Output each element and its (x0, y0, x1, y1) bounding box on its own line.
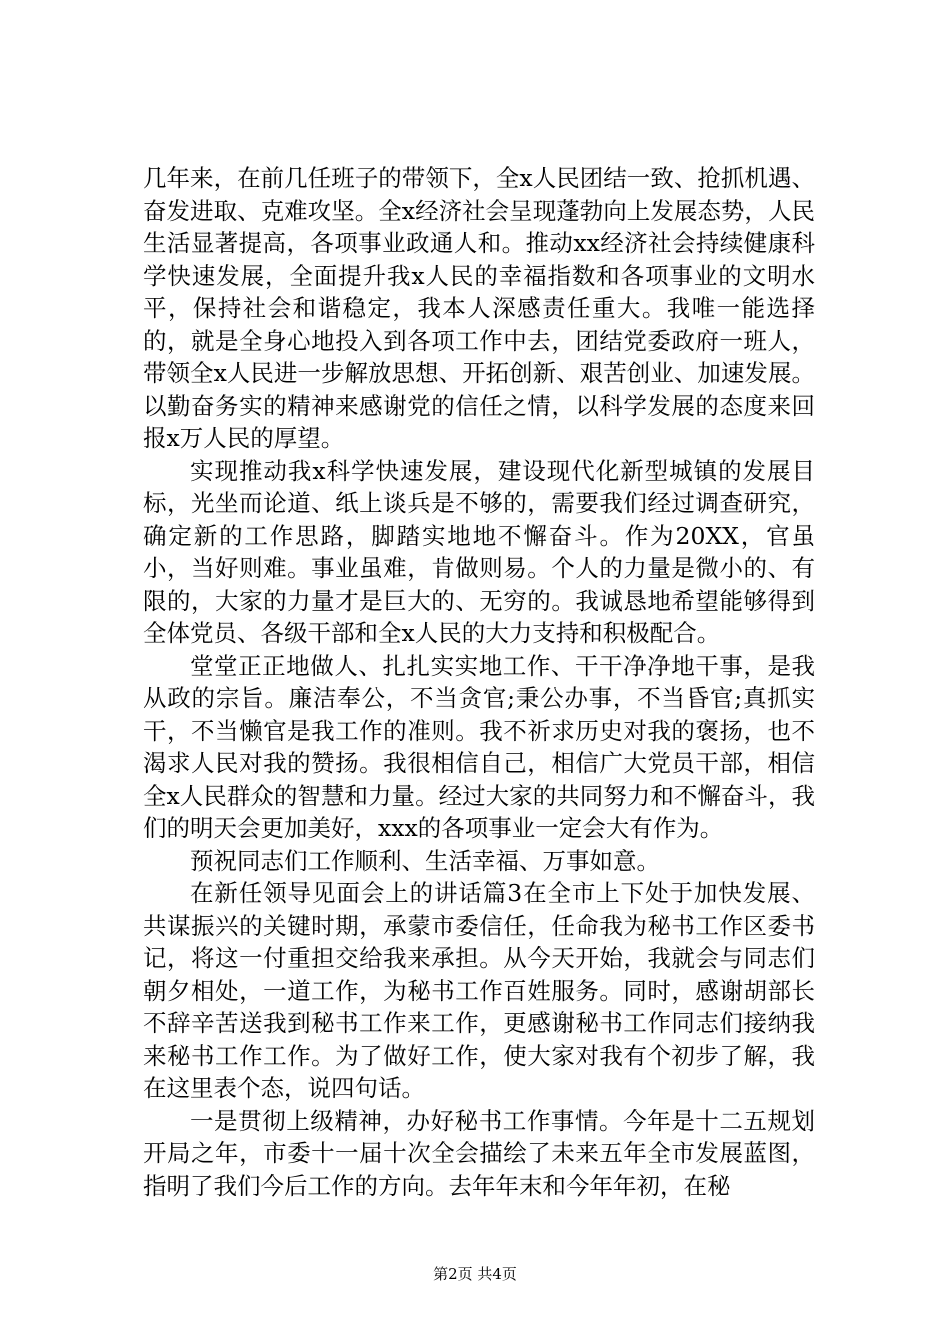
paragraph-3: 堂堂正正地做人、扎扎实实地工作、干干净净地干事，是我从政的宗旨。廉洁奉公，不当贪官;秉公办事，不当昏官;真抓实干，不当懒官是我工作的准则。我不祈求历史对我的褒扬，也不渴求人民对我的赞扬。我很相信自己，相信广大党员干部，相信全x人民群众的智慧和力量。经过大家的共同努力和不懈奋斗，我们的明天会更加美好，xxx的各项事业一定会大有作为。 (143, 651, 815, 842)
paragraph-2: 实现推动我x科学快速发展，建设现代化新型城镇的发展目标，光坐而论道、纸上谈兵是不够的，需要我们经过调查研究，确定新的工作思路，脚踏实地地不懈奋斗。作为20XX，官虽小，当好则难。事业虽难，肯做则易。个人的力量是微小的、有限的，大家的力量才是巨大的、无穷的。我诚恳地希望能够得到全体党员、各级干部和全x人民的大力支持和积极配合。 (143, 456, 815, 647)
paragraph-5: 在新任领导见面会上的讲话篇3在全市上下处于加快发展、共谋振兴的关键时期，承蒙市委信任，任命我为秘书工作区委书记，将这一付重担交给我来承担。从今天开始，我就会与同志们朝夕相处，一道工作，为秘书工作百姓服务。同时，感谢胡部长不辞辛苦送我到秘书工作来工作，更感谢秘书工作同志们接纳我来秘书工作工作。为了做好工作，使大家对我有个初步了解，我在这里表个态，说四句话。 (143, 879, 815, 1102)
document-body (143, 162, 815, 1202)
paragraph-1: 几年来，在前几任班子的带领下，全x人民团结一致、抢抓机遇、奋发进取、克难攻坚。全x经济社会呈现蓬勃向上发展态势，人民生活显著提高，各项事业政通人和。推动xx经济社会持续健康科学快速发展，全面提升我x人民的幸福指数和各项事业的文明水平，保持社会和谐稳定，我本人深感责任重大。我唯一能选择的，就是全身心地投入到各项工作中去，团结党委政府一班人，带领全x人民进一步解放思想、开拓创新、艰苦创业、加速发展。以勤奋务实的精神来感谢党的信任之情，以科学发展的态度来回报x万人民的厚望。 (143, 164, 815, 452)
page-number-footer: 第2页 共4页 (433, 1265, 517, 1283)
paragraph-6: 一是贯彻上级精神，办好秘书工作事情。今年是十二五规划开局之年，市委十一届十次全会描绘了未来五年全市发展蓝图，指明了我们今后工作的方向。去年年末和今年年初，在秘 (143, 1106, 815, 1200)
paragraph-4: 预祝同志们工作顺利、生活幸福、万事如意。 (190, 846, 660, 875)
